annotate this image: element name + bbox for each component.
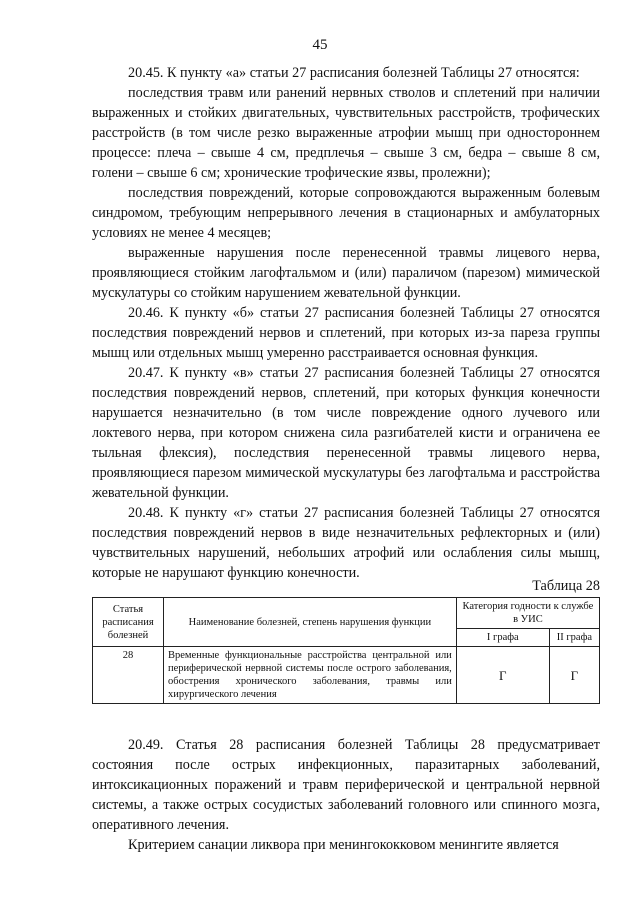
paragraph-nerve-trauma: последствия травм или ранений нервных стволов и сплетений при наличии выраженных и стойких двигательных, чувствительных расстройств, трофических расстройств (в том числе резко выраженные атрофии мышц при одностороннем процессе: плеча – свыше 4 см, предплечья – свыше 3 см, бедра – свыше 8 см, голени – свыше 6 см; хронические трофические язвы, пролежни);: [92, 85, 600, 181]
table-caption: Таблица 28: [532, 578, 600, 594]
cell-col2: Г: [549, 647, 599, 704]
paragraph-20-46: 20.46. К пункту «б» статьи 27 расписания болезней Таблицы 27 относятся последствия повреждений нервов и сплетений, при которых из-за пареза группы мышц или отдельных мышц умеренно расстраивается основная функция.: [92, 305, 600, 361]
paragraph-facial-nerve: выраженные нарушения после перенесенной травмы лицевого нерва, проявляющиеся стойким лагофтальмом и (или) параличом (парезом) мимической мускулатуры со стойким нарушением жевательной функции.: [92, 245, 600, 301]
paragraph-20-45: 20.45. К пункту «а» статьи 27 расписания болезней Таблицы 27 относятся:: [128, 65, 580, 81]
header-name: Наименование болезней, степень нарушения функции: [164, 598, 457, 647]
cell-col1: Г: [456, 647, 549, 704]
paragraph-20-47: 20.47. К пункту «в» статьи 27 расписания болезней Таблицы 27 относятся последствия повреждений нервов, сплетений, при которых функция конечности нарушается незначительно (в том числе повреждение одного лучевого или локтевого нерва, при котором снижена сила разгибателей кисти и ограничена ее тыльная флексия), последствия перенесенной травмы лицевого нерва, проявляющиеся парезом мимической мускулатуры без лагофтальма и расстройства жевательной функции.: [92, 365, 600, 501]
header-article: Статья расписания болезней: [93, 598, 164, 647]
text-block-bottom: [92, 735, 600, 855]
paragraph-20-48: 20.48. К пункту «г» статьи 27 расписания болезней Таблицы 27 относятся последствия повреждений нервов в виде незначительных рефлекторных и (или) чувствительных нарушений, небольших атрофий или ослабления силы мышц, которые не нарушают функцию конечности.: [92, 505, 600, 581]
cell-name: Временные функциональные расстройства центральной или периферической нервной системы после острого заболевания, обострения хронического заболевания, травмы или хирургического лечения: [164, 647, 457, 704]
header-col2: II графа: [549, 629, 599, 647]
paragraph-20-49: 20.49. Статья 28 расписания болезней Таблицы 28 предусматривает состояния после острых инфекционных, паразитарных заболеваний, интоксикационных поражений и травм периферической и центральной нервной системы, а также острых сосудистых заболеваний головного или спинного мозга, оперативного лечения.: [92, 737, 600, 833]
paragraph-meningitis: Критерием санации ликвора при менингококковом менингите является: [128, 837, 559, 853]
table-28: [92, 597, 600, 704]
page-number: 45: [312, 37, 328, 53]
header-category: Категория годности к службе в УИС: [456, 598, 599, 629]
header-col1: I графа: [456, 629, 549, 647]
cell-article: 28: [93, 647, 164, 704]
text-block-top: [92, 63, 600, 583]
table-header-row: [93, 598, 600, 629]
table-row: [93, 647, 600, 704]
paragraph-pain-syndrome: последствия повреждений, которые сопровождаются выраженным болевым синдромом, требующим непрерывного лечения в стационарных и амбулаторных условиях не менее 4 месяцев;: [92, 185, 600, 241]
